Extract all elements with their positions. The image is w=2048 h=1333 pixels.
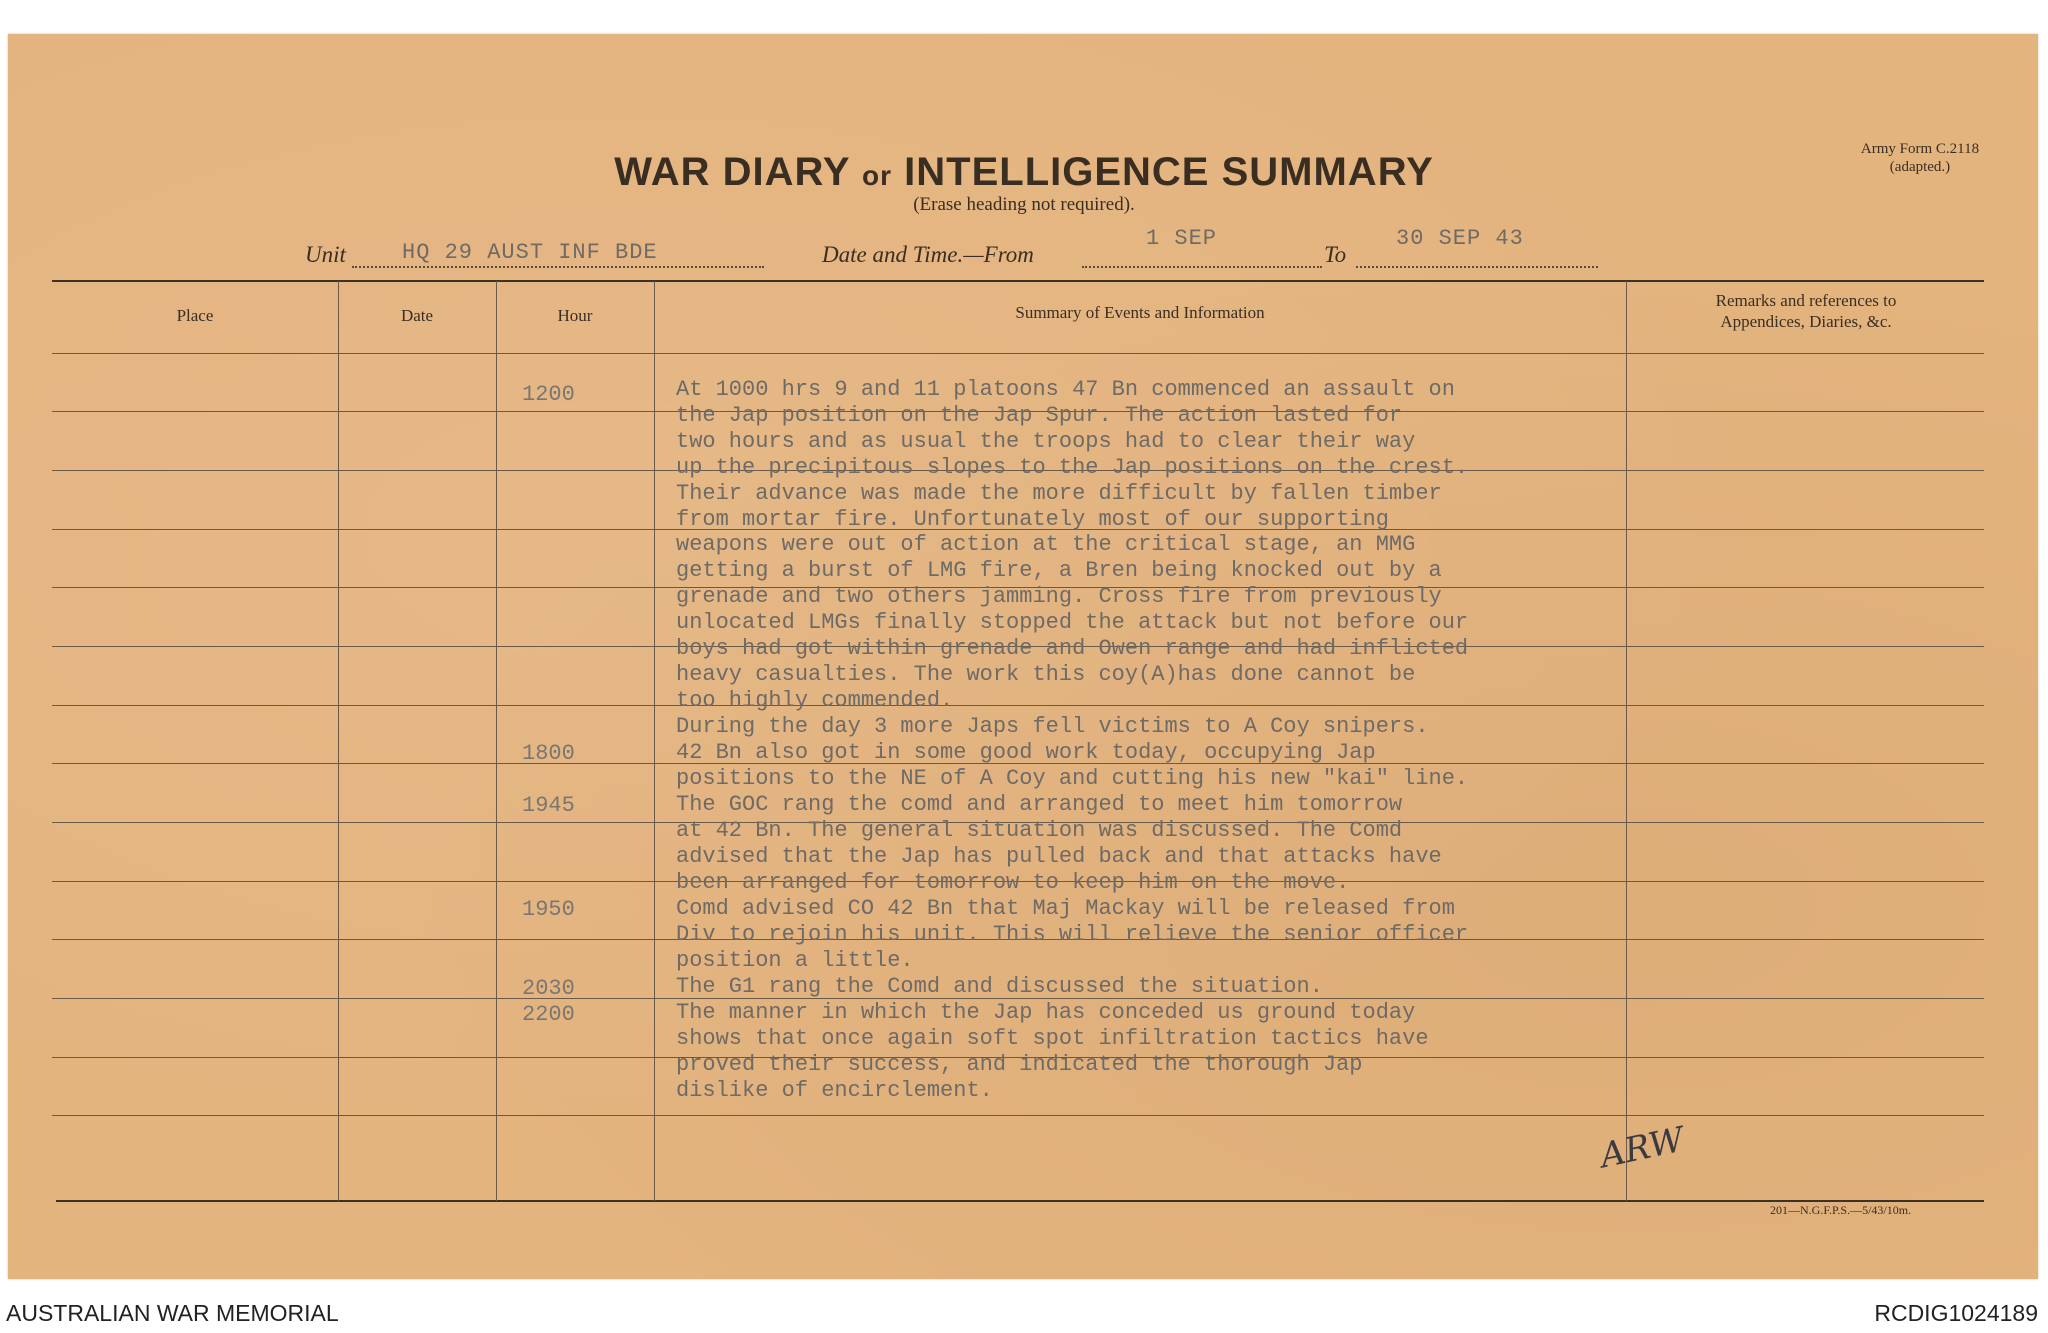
archive-reference: RCDIG1024189 bbox=[1874, 1300, 2038, 1326]
hour-entry: 1950 bbox=[522, 897, 575, 922]
from-dotted-line bbox=[1082, 266, 1322, 268]
to-value: 30 SEP 43 bbox=[1396, 226, 1524, 251]
form-number-line2: (adapted.) bbox=[1889, 159, 1951, 175]
summary-entry: 42 Bn also got in some good work today, occupying Jap positions to the NE of A Coy and cutting his new "kai" line. bbox=[676, 740, 1469, 791]
title-part1: WAR DIARY bbox=[614, 150, 850, 194]
date-time-label: Date and Time.—From bbox=[822, 242, 1034, 267]
ruled-line bbox=[52, 353, 1984, 354]
hour-entry: 1945 bbox=[522, 793, 575, 818]
from-value: 1 SEP bbox=[1146, 226, 1218, 251]
hour-entry: 1200 bbox=[522, 382, 575, 407]
hour-entry: 2030 bbox=[522, 976, 575, 1001]
summary-entry: The GOC rang the comd and arranged to meet him tomorrow at 42 Bn. The general situation was discussed. The Comd advised that the Jap has pulled back and that attacks have been arranged for tomorrow to keep him on the move. bbox=[676, 792, 1442, 895]
summary-entry: At 1000 hrs 9 and 11 platoons 47 Bn commenced an assault on the Jap position on the Jap Spur. The action lasted for two hours and as usual the troops had to clear their way up the precipitous slopes to the Jap positions on the crest. Their advance was made the more difficult by fallen timber from mortar fire. Unfortunately most of our supporting weapons were out of action at the critical stage, an MMG getting a burst of LMG fire, a Bren being knocked out by a grenade and two others jamming. Cross fire from previously unlocated LMGs finally stopped the attack but not before our boys had got within grenade and Owen range and had inflicted heavy casualties. The work this coy(A)has done cannot be too highly commended. During the day 3 more Japs fell victims to A Coy snipers. bbox=[676, 377, 1469, 739]
hour-entry: 1800 bbox=[522, 741, 575, 766]
column-header-summary: Summary of Events and Information bbox=[1015, 303, 1265, 322]
table-top-rule bbox=[52, 280, 1984, 282]
ruled-line bbox=[52, 1115, 1984, 1116]
hour-entry: 2200 bbox=[522, 1002, 575, 1027]
archive-credit: AUSTRALIAN WAR MEMORIAL bbox=[6, 1300, 339, 1326]
title-part2: INTELLIGENCE SUMMARY bbox=[904, 150, 1434, 194]
to-label: To bbox=[1324, 242, 1347, 267]
unit-value: HQ 29 AUST INF BDE bbox=[402, 240, 658, 265]
summary-entry: The manner in which the Jap has conceded us ground today shows that once again soft spot infiltration tactics have proved their success, and indicated the thorough Jap dislike of encirclement. bbox=[676, 1000, 1429, 1103]
table-bottom-rule bbox=[56, 1200, 1984, 1202]
unit-label: Unit bbox=[305, 242, 346, 267]
remarks-header-line2: Appendices, Diaries, &c. bbox=[1720, 312, 1892, 331]
date-column-divider bbox=[496, 281, 497, 1201]
unit-dotted-line bbox=[352, 266, 764, 268]
summary-entry: The G1 rang the Comd and discussed the situation. bbox=[676, 974, 1323, 999]
column-header-date: Date bbox=[400, 306, 434, 325]
title-or: or bbox=[862, 160, 893, 191]
place-column-divider bbox=[338, 281, 339, 1201]
to-dotted-line bbox=[1356, 266, 1598, 268]
form-number-line1: Army Form C.2118 bbox=[1860, 141, 1980, 157]
remarks-header-line1: Remarks and references to bbox=[1715, 291, 1897, 310]
column-header-remarks bbox=[1628, 290, 1984, 332]
column-header-place: Place bbox=[176, 306, 214, 325]
column-header-hour: Hour bbox=[557, 306, 593, 325]
handwritten-initials: ARW bbox=[1596, 1119, 1688, 1177]
page-subtitle: (Erase heading not required). bbox=[913, 194, 1135, 215]
page-title bbox=[0, 150, 2048, 195]
summary-entry: Comd advised CO 42 Bn that Maj Mackay will be released from Div to rejoin his unit. This will relieve the senior officer position a little. bbox=[676, 896, 1469, 973]
hour-column-divider bbox=[654, 281, 655, 1201]
print-code: 201—N.G.F.P.S.—5/43/10m. bbox=[1770, 1203, 1912, 1217]
